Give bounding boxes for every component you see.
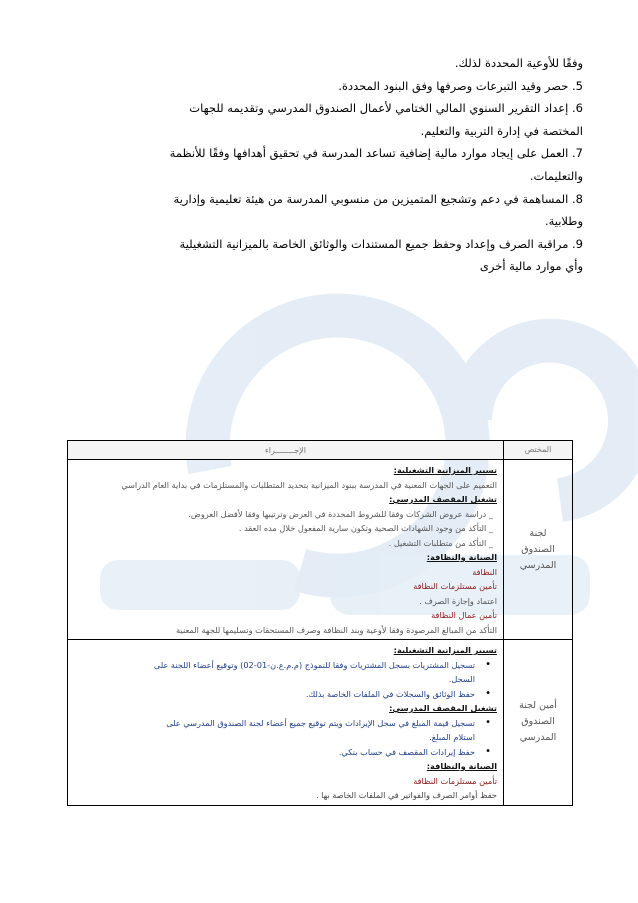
- procedure-line: تأمين عمال النظافة: [431, 610, 497, 620]
- paragraph-line: 8. المساهمة في دعم وتشجيع المتميزين من منسوبي المدرسة من هيئة تعليمية وإدارية: [173, 191, 583, 206]
- section-heading: تسيير الميزانية التشغيلية:: [393, 465, 497, 475]
- section-heading: تسيير الميزانية التشغيلية:: [393, 645, 497, 655]
- procedures-table: [67, 440, 573, 806]
- header-authority: المختص: [504, 441, 573, 460]
- intro-paragraphs: [53, 52, 583, 278]
- authority-label: المدرسي: [519, 732, 557, 744]
- authority-cell: [504, 460, 573, 640]
- authority-cell: [504, 640, 573, 806]
- paragraph-line: وأي موارد مالية أخرى: [479, 259, 583, 274]
- procedure-line: • تسجيل المشتريات بسجل المشتريات وفقا للنموذج (م.م.ع.ن-01-02) وتوقيع أعضاء اللجنة على: [74, 658, 497, 673]
- procedure-line: السجل.: [448, 674, 475, 684]
- procedure-line: تأمين مستلزمات النظافة: [413, 775, 497, 786]
- paragraph-line: 7. العمل على إيجاد موارد مالية إضافية تساعد المدرسة في تحقيق أهدافها وفقًا للأنظمة: [169, 146, 583, 161]
- procedure-line: النظافة: [472, 566, 497, 577]
- procedure-line: _ التأكد من متطلبات التشغيل .: [388, 537, 493, 548]
- section-heading: الصيانة والنظافة:: [426, 552, 497, 562]
- paragraph-line: 9. مراقبة الصرف وإعداد وحفظ جميع المستندات والوثائق الخاصة بالميزانية التشغيلية: [179, 236, 583, 251]
- authority-label: لجنة: [529, 527, 547, 539]
- authority-label: أمين لجنة: [519, 700, 557, 712]
- procedure-line: • حفظ الوثائق والسجلات في الملفات الخاصة بذلك.: [74, 687, 497, 702]
- procedure-cell: [68, 640, 504, 806]
- procedure-line: التأكد من المبالغ المرصودة وفقا لأوعية وبند النظافة وصرف المستحقات وتسليمها للجهة المعنية: [176, 624, 497, 635]
- procedure-line: _ التأكد من وجود الشهادات الصحية وتكون سارية المفعول خلال مده العقد .: [238, 523, 493, 533]
- procedure-line: حفظ أوامر الصرف والفواتير في الملفات الخاصة بها .: [315, 790, 497, 800]
- procedure-cell: [68, 460, 504, 640]
- procedure-line: تأمين مستلزمات النظافة: [413, 581, 497, 591]
- procedure-line: • تسجيل قيمة المبلغ في سجل الإيرادات ويتم توقيع جميع أعضاء لجنة الصندوق المدرسي على: [74, 716, 497, 731]
- procedure-line: اعتماد وإجازة الصرف .: [419, 595, 497, 606]
- procedure-line: التعميم على الجهات المعنية في المدرسة ببنود الميزانية بتحديد المتطلبات والمستلزمات في بداية العام الدراسي: [121, 479, 497, 490]
- section-heading: تشغيل المقصف المدرسي:: [389, 494, 497, 504]
- section-heading: تشغيل المقصف المدرسي:: [389, 703, 497, 713]
- authority-label: الصندوق: [521, 543, 555, 555]
- authority-label: المدرسي: [519, 559, 557, 571]
- table-header-row: [68, 441, 573, 460]
- paragraph-line: والتعليمات.: [529, 168, 583, 183]
- paragraph-line: 6. إعداد التقرير السنوي المالي الختامي لأعمال الصندوق المدرسي وتقديمه للجهات: [189, 101, 583, 116]
- paragraph-line: 5. حصر وقيد التبرعات وصرفها وفق البنود المحددة.: [338, 78, 583, 93]
- paragraph-line: المختصة في إدارة التربية والتعليم.: [420, 123, 583, 138]
- procedure-line: استلام المبلغ.: [429, 732, 475, 742]
- paragraph-line: وطلابية.: [544, 214, 583, 229]
- procedure-line: _ دراسة عروض الشركات وفقا للشروط المحددة في العرض وترتيبها وفقا لأفضل العروض.: [188, 508, 493, 519]
- procedure-line: • حفظ إيرادات المقصف في حساب بنكي.: [74, 745, 497, 760]
- paragraph-line: وفقًا للأوعية المحددة لذلك.: [454, 56, 583, 70]
- section-heading: الصيانة والنظافة:: [426, 761, 497, 771]
- table-row: [68, 460, 573, 640]
- header-procedure: الإجــــــــراء: [68, 441, 504, 460]
- table-row: [68, 640, 573, 806]
- authority-label: الصندوق: [521, 716, 555, 728]
